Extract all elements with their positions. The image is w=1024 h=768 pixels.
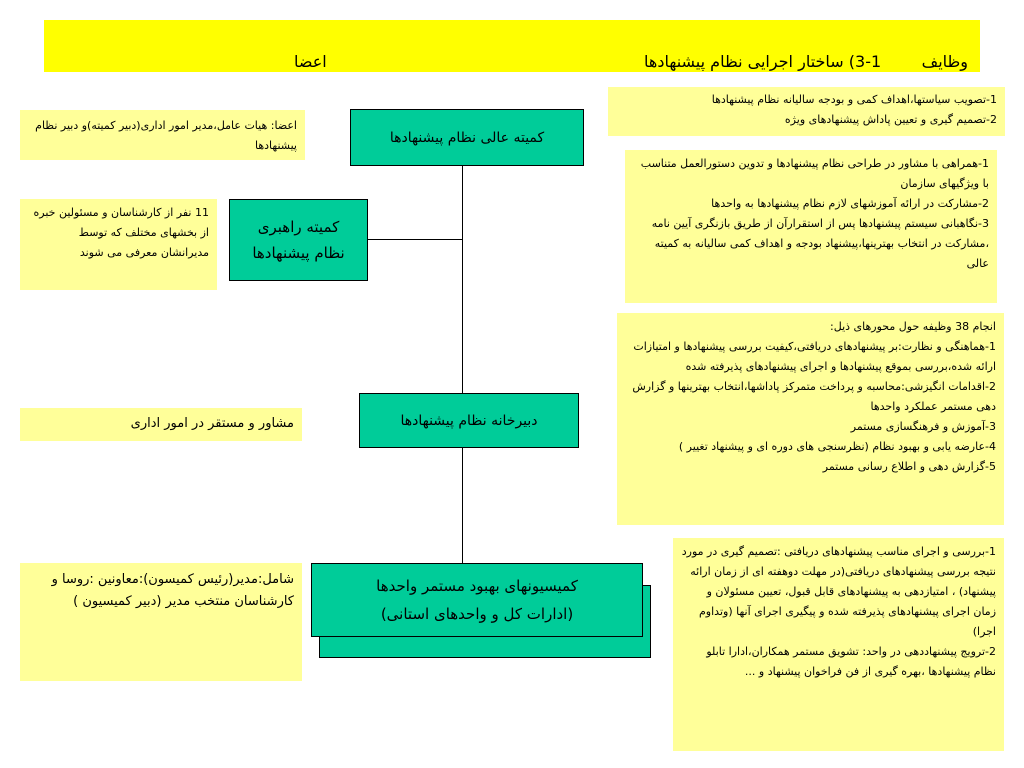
members-note-steering: 11 نفر از کارشناسان و مسئولین خبره از بخشهای مختلف که توسط مدیرانشان معرفی می شوند xyxy=(20,199,217,290)
commissions-box: کمیسیونهای بهبود مستمر واحدها (ادارات کل و واحدهای استانی) xyxy=(311,563,643,637)
members-note-commissions: شامل:مدیر(رئیس کمیسون):معاونین :روسا و کارشناسان منتخب مدیر (دبیر کمیسیون ) xyxy=(20,563,302,681)
members-note-high-committee: اعضا: هیات عامل،مدیر امور اداری(دبیر کمیته)و دبیر نظام پیشنهادها xyxy=(20,110,305,160)
connector-steering-horizontal xyxy=(368,239,463,240)
members-note-secretariat: مشاور و مستقر در امور اداری xyxy=(20,408,302,441)
high-committee-box: کمیته عالی نظام پیشنهادها xyxy=(350,109,584,166)
duties-note-steering: 1-همراهی با مشاور در طراحی نظام پیشنهادها و تدوین دستورالعمل متناسب با ویژگیهای سازمان 2-مشارکت در ارائه آموزشهای لازم نظام پیشنهادها به واحدها 3-نگاهبانی سیستم پیشنهادها پس از استقرارآن از طریق بازنگری آیین نامه ،مشارکت در انتخاب بهترینها،پیشنهاد بودجه و اهداف کمی سالیانه به کمیته عالی xyxy=(625,150,997,303)
header-banner xyxy=(44,20,980,72)
secretariat-box: دبیرخانه نظام پیشنهادها xyxy=(359,393,579,448)
duties-note-commissions: 1-بررسی و اجرای مناسب پیشنهادهای دریافتی :تصمیم گیری در مورد نتیجه بررسی پیشنهادهای دریافتی(در مهلت دوهفته ای از زمان ارائه پیشنهاد) ، امتیازدهی به پیشنهادهای قابل قبول، تعیین مسئولان و زمان اجرای پیشنهادهای پذیرفته شده و پیگیری اجرای آنها (وتداوم اجرا) 2-ترویج پیشنهاددهی در واحد: تشویق مستمر همکاران،ادارا تابلو نظام پیشنهادها ،بهره گیری از فن فراخوان پیشنهاد و ... xyxy=(673,538,1004,751)
duties-note-secretariat: انجام 38 وظیفه حول محورهای ذیل: 1-هماهنگی و نظارت:بر پیشنهادهای دریافتی،کیفیت بررسی پیشنهادها و امتیازات ارائه شده،بررسی بموقع پیشنهادها و اجرای پیشنهادهای پذیرفته شده 2-اقدامات انگیزشی:محاسبه و پرداخت متمرکز پاداشها،انتخاب بهترینها و گزارش دهی مستمر عملکرد واحدها 3-آموزش و فرهنگسازی مستمر 4-عارضه یابی و بهبود نظام (نظرسنجی های دوره ای و پیشنهاد تغییر ) 5-گزارش دهی و اطلاع رسانی مستمر xyxy=(617,313,1004,525)
steering-committee-box: کمیته راهبری نظام پیشنهادها xyxy=(229,199,368,281)
page-title: 3-1) ساختار اجرایی نظام پیشنهادها xyxy=(644,52,882,71)
duties-note-high-committee: 1-تصویب سیاستها،اهداف کمی و بودجه سالیانه نظام پیشنهادها 2-تصمیم گیری و تعیین پاداش پیشنهادهای ویژه xyxy=(608,87,1005,136)
connector-vertical xyxy=(462,166,463,563)
members-column-header: اعضا xyxy=(294,52,327,71)
duties-column-header: وظایف xyxy=(921,52,968,71)
